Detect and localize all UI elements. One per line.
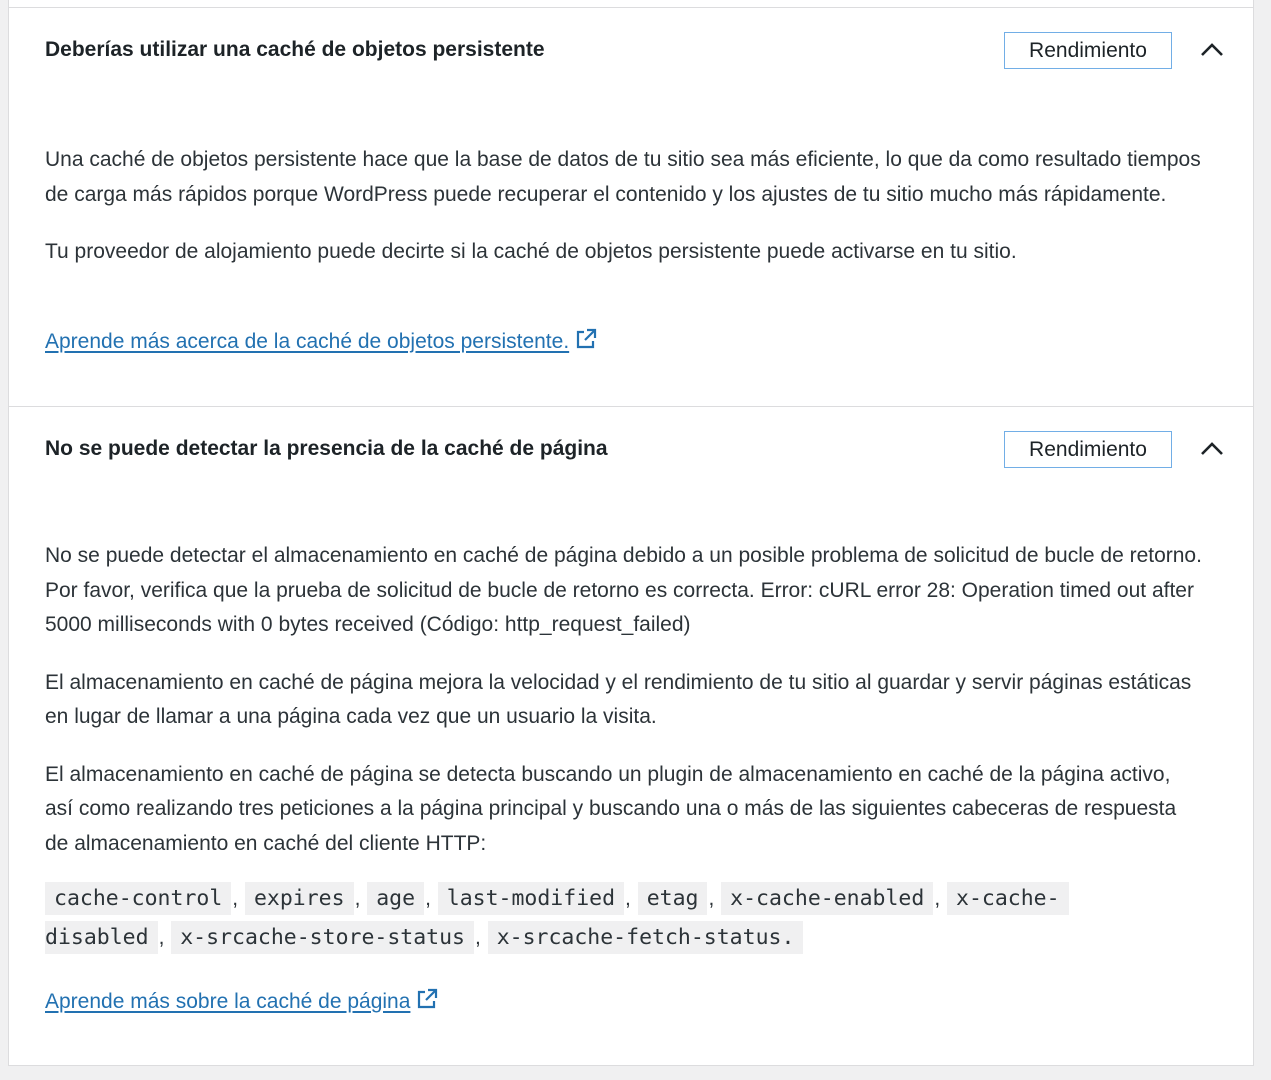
header-code: x-cache-enabled (721, 882, 933, 915)
learn-more-object-cache-link[interactable] (45, 328, 597, 354)
chevron-up-icon[interactable] (1198, 36, 1226, 64)
header-code: cache-control (45, 882, 231, 915)
header-code: x-cache- (947, 882, 1069, 915)
health-check-item-page-cache (9, 407, 1253, 1065)
badge-performance: Rendimiento (1004, 32, 1172, 69)
header-code: last-modified (438, 882, 624, 915)
accordion-trigger[interactable] (9, 8, 1253, 94)
health-check-item-object-cache (9, 8, 1253, 407)
header-code: expires (245, 882, 354, 915)
external-link-icon (416, 988, 438, 1010)
item-description (45, 539, 1203, 861)
description-paragraph: El almacenamiento en caché de página mejora la velocidad y el rendimiento de tu sitio al guardar y servir páginas estáticas en lugar de llamar a una página cada vez que un usuario la visita. (45, 670, 1192, 728)
header-list-line-1: cache-control , expires , age , last-modified , etag , x-cache-enabled , x-cache- (45, 886, 1069, 911)
accordion-trigger[interactable] (9, 407, 1253, 493)
link-label: Aprende más acerca de la caché de objetos persistente. (45, 330, 570, 353)
header-list-line-2: disabled , x-srcache-store-status , x-srcache-fetch-status. (45, 925, 803, 950)
chevron-up-icon[interactable] (1198, 435, 1226, 463)
header-code: etag (638, 882, 708, 915)
header-code: disabled (45, 921, 158, 954)
header-code: x-srcache-store-status (171, 921, 474, 954)
external-link-icon (575, 328, 597, 350)
description-paragraph: El almacenamiento en caché de página se detecta buscando un plugin de almacenamiento en caché de la página activo, así como realizando tres peticiones a la página principal y buscando una o más de las siguientes cabeceras de respuesta de almacenamiento en caché del cliente HTTP: (45, 762, 1177, 855)
description-paragraph: Una caché de objetos persistente hace que la base de datos de tu sitio sea más eficiente, lo que da como resultado tiempos de carga más rápidos porque WordPress puede recuperar el contenido y los ajustes de tu sitio mucho más rápidamente. (45, 148, 1201, 206)
badge-performance: Rendimiento (1004, 431, 1172, 468)
site-health-panel (8, 0, 1254, 1066)
header-code: age (367, 882, 424, 915)
header-code: x-srcache-fetch-status. (488, 921, 804, 954)
item-title: No se puede detectar la presencia de la caché de página (45, 437, 608, 460)
learn-more-page-cache-link[interactable] (45, 988, 438, 1014)
item-description (45, 143, 1203, 270)
description-paragraph: Tu proveedor de alojamiento puede decirte si la caché de objetos persistente puede activarse en tu sitio. (45, 240, 1017, 263)
description-paragraph: No se puede detectar el almacenamiento en caché de página debido a un posible problema de solicitud de bucle de retorno. Por favor, verifica que la prueba de solicitud de bucle de retorno es correcta. Error: cURL error 28: Operation timed out after 5000 milliseconds with 0 bytes received (Código: http_request_failed) (45, 544, 1202, 636)
link-label: Aprende más sobre la caché de página (45, 990, 411, 1013)
item-title: Deberías utilizar una caché de objetos persistente (45, 38, 545, 61)
